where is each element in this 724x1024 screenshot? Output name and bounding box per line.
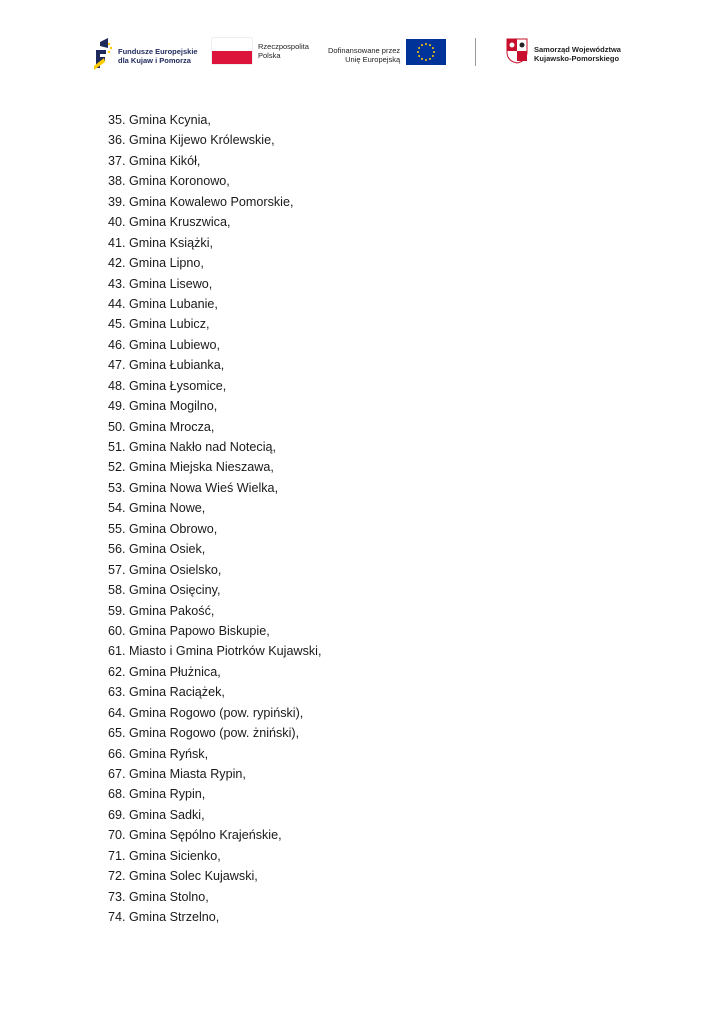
eu-logo [328,39,446,70]
list-item: 60. Gmina Papowo Biskupie, [108,623,270,638]
list-item: 35. Gmina Kcynia, [108,113,211,127]
header-logo-bar [0,0,724,90]
kp-logo-line-2: Kujawsko-Pomorskiego [534,53,620,63]
list-item: 40. Gmina Kruszwica, [108,215,231,230]
pl-logo [212,38,309,64]
list-item: 36. Gmina Kijewo Królewskie, [108,133,275,148]
list-item: 70. Gmina Sępólno Krajeńskie, [108,828,282,843]
poland-flag-icon [212,38,252,64]
list-item: 71. Gmina Sicienko, [108,848,221,863]
list-item: 73. Gmina Stolno, [108,889,209,904]
list-item: 56. Gmina Osiek, [108,542,206,557]
fe-logo-line-2: dla Kujaw i Pomorza [118,55,191,65]
list-item: 74. Gmina Strzelno, [108,910,220,925]
list-item: 64. Gmina Rogowo (pow. rypiński), [108,705,304,720]
list-item: 53. Gmina Nowa Wieś Wielka, [108,480,279,495]
list-item: 42. Gmina Lipno, [108,256,204,271]
list-item: 67. Gmina Miasta Rypin, [108,767,246,781]
kp-logo [506,38,621,69]
list-item: 37. Gmina Kikół, [108,153,201,168]
list-item: 61. Miasto i Gmina Piotrków Kujawski, [108,644,322,659]
list-item: 65. Gmina Rogowo (pow. żniński), [108,726,300,741]
list-item: 55. Gmina Obrowo, [108,521,218,536]
list-item: 48. Gmina Łysomice, [108,378,227,393]
pl-logo-line-2: Polska [258,51,281,60]
list-item: 50. Gmina Mrocza, [108,419,215,434]
list-item: 62. Gmina Płużnica, [108,664,221,679]
eu-logo-line-1: Dofinansowane przez [328,45,401,55]
list-item: 52. Gmina Miejska Nieszawa, [108,460,274,475]
kp-coat-of-arms-icon [506,38,528,69]
list-item: 51. Gmina Nakło nad Notecią, [108,440,277,454]
list-item: 54. Gmina Nowe, [108,501,206,516]
list-item: 68. Gmina Rypin, [108,787,206,802]
list-item: 46. Gmina Lubiewo, [108,337,221,352]
list-item: 59. Gmina Pakość, [108,603,215,618]
eu-flag-icon [406,39,446,70]
list-item: 69. Gmina Sadki, [108,807,205,822]
list-item: 45. Gmina Lubicz, [108,317,210,332]
gmina-list [108,110,321,928]
fe-logo-line-1: Fundusze Europejskie [118,46,198,56]
list-item: 39. Gmina Kowalewo Pomorskie, [108,194,294,209]
list-item: 58. Gmina Osięciny, [108,583,221,598]
list-item: 72. Gmina Solec Kujawski, [108,869,258,884]
list-item: 43. Gmina Lisewo, [108,276,213,291]
list-item: 66. Gmina Ryńsk, [108,746,209,761]
fe-logo-icon [94,36,114,75]
list-item: 63. Gmina Raciążek, [108,685,225,700]
list-item: 41. Gmina Książki, [108,235,213,250]
list-item: 49. Gmina Mogilno, [108,399,218,414]
list-item: 44. Gmina Lubanie, [108,296,218,311]
kp-logo-line-1: Samorząd Województwa [534,44,621,54]
list-item: 57. Gmina Osielsko, [108,562,222,577]
list-item: 38. Gmina Koronowo, [108,174,230,189]
pl-logo-line-1: Rzeczpospolita [258,42,309,51]
eu-logo-line-2: Unię Europejską [345,54,401,64]
list-item: 47. Gmina Łubianka, [108,358,225,373]
fe-logo [94,36,198,75]
logo-divider [475,38,476,66]
